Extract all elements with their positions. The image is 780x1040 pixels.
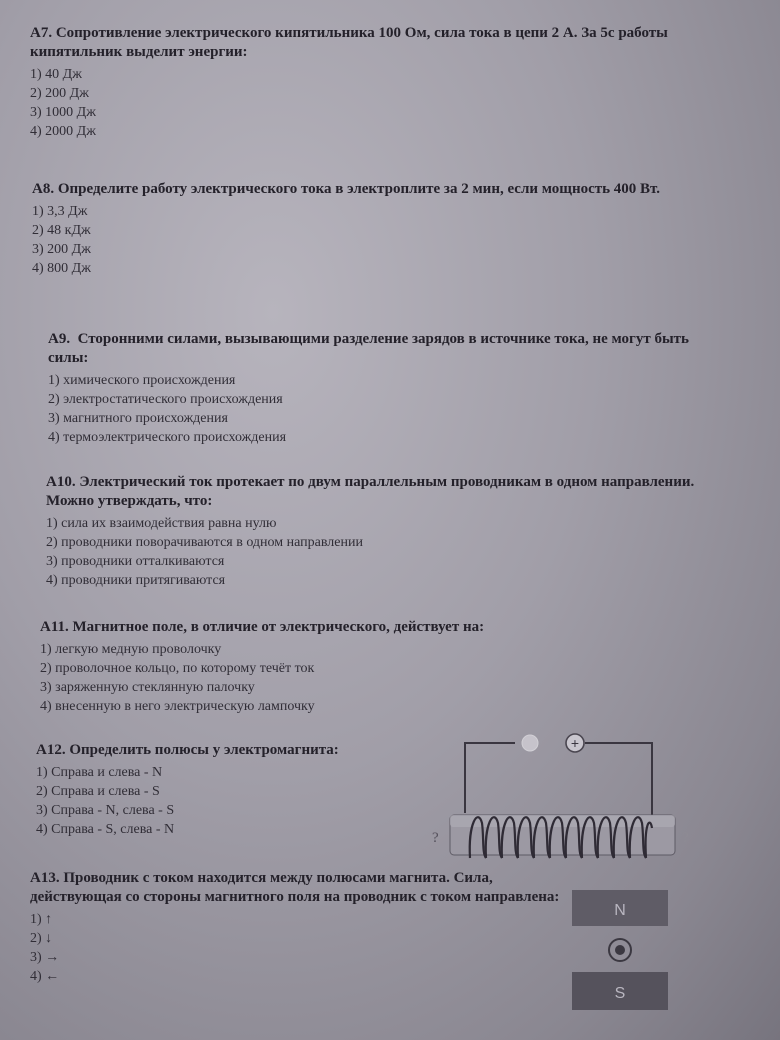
question-a7-title: А7. Сопротивление электрического кипятильника 100 Ом, сила тока в цепи 2 А. За 5с работы кипятильник выделит энергии: xyxy=(30,25,672,60)
question-a9-option-1: 1) химического происхождения xyxy=(48,373,236,388)
question-a10-title: А10. Электрический ток протекает по двум параллельным проводникам в одном направлении. Можно утверждать, что: xyxy=(46,474,698,509)
question-a12-option-1: 1) Справа и слева - N xyxy=(36,765,163,780)
left-wire xyxy=(465,743,515,813)
electromagnet-figure xyxy=(420,728,700,868)
right-pole-mark: ? xyxy=(682,830,689,846)
plus-sign: + xyxy=(570,735,580,751)
question-a9-option-3: 3) магнитного происхождения xyxy=(48,411,228,426)
question-a13-option-2: 2) ↓ xyxy=(30,931,53,946)
current-dot-icon xyxy=(615,945,625,955)
north-pole-label: N xyxy=(614,902,626,919)
question-a11 xyxy=(40,618,700,716)
question-a11-option-2: 2) проволочное кольцо, по которому течёт ток xyxy=(40,661,315,676)
question-a13-options xyxy=(30,910,570,986)
question-a7-option-1: 1) 40 Дж xyxy=(30,67,82,82)
question-a12-option-2: 2) Справа и слева - S xyxy=(36,784,160,799)
question-a8-option-3: 3) 200 Дж xyxy=(32,242,91,257)
question-a13-option-4: 4) ← xyxy=(30,969,60,984)
question-a7-option-2: 2) 200 Дж xyxy=(30,86,89,101)
question-a10-option-4: 4) проводники притягиваются xyxy=(46,573,226,588)
question-a7-option-3: 3) 1000 Дж xyxy=(30,105,96,120)
question-a13-option-3: 3) → xyxy=(30,950,60,965)
question-a7-option-4: 4) 2000 Дж xyxy=(30,124,96,139)
question-a10-option-2: 2) проводники поворачиваются в одном направлении xyxy=(46,535,363,550)
question-a8-option-1: 1) 3,3 Дж xyxy=(32,204,88,219)
question-a8-option-2: 2) 48 кДж xyxy=(32,223,91,238)
question-a7 xyxy=(30,24,730,141)
question-a11-option-4: 4) внесенную в него электрическую лампочку xyxy=(40,699,315,714)
question-a9-option-2: 2) электростатического происхождения xyxy=(48,392,283,407)
question-a12-option-3: 3) Справа - N, слева - S xyxy=(36,803,175,818)
question-a10 xyxy=(46,473,726,590)
question-a10-option-1: 1) сила их взаимодействия равна нулю xyxy=(46,516,277,531)
question-a12 xyxy=(36,741,436,839)
question-a8 xyxy=(32,180,732,278)
question-a11-title: А11. Магнитное поле, в отличие от электрического, действует на: xyxy=(40,619,485,635)
question-a9 xyxy=(48,330,728,447)
question-a12-title: А12. Определить полюсы у электромагнита: xyxy=(36,742,339,758)
question-a7-options xyxy=(30,65,730,141)
question-a9-title: А9. Сторонними силами, вызывающими разделение зарядов в источнике тока, не могут быть силы: xyxy=(48,331,693,366)
battery-minus-terminal xyxy=(522,735,538,751)
left-pole-mark: ? xyxy=(432,830,439,846)
question-a10-option-3: 3) проводники отталкиваются xyxy=(46,554,225,569)
question-a13-title: А13. Проводник с током находится между полюсами магнита. Сила, действующая со стороны магнитного поля на проводник с током направлена: xyxy=(30,870,560,905)
question-a9-option-4: 4) термоэлектрического происхождения xyxy=(48,430,287,445)
question-a8-options xyxy=(32,202,732,278)
question-a12-options xyxy=(36,763,436,839)
question-a8-title: А8. Определите работу электрического тока в электроплите за 2 мин, если мощность 400 Вт. xyxy=(32,181,661,197)
question-a10-options xyxy=(46,514,726,590)
magnet-figure xyxy=(570,888,680,1018)
question-a9-options xyxy=(48,371,728,447)
question-a11-option-3: 3) заряженную стеклянную палочку xyxy=(40,680,255,695)
south-pole-label: S xyxy=(614,985,626,1002)
question-a8-option-4: 4) 800 Дж xyxy=(32,261,91,276)
question-a13-option-1: 1) ↑ xyxy=(30,912,53,927)
question-a11-option-1: 1) легкую медную проволочку xyxy=(40,642,222,657)
question-a11-options xyxy=(40,640,700,716)
question-a12-option-4: 4) Справа - S, слева - N xyxy=(36,822,175,837)
question-a13 xyxy=(30,869,570,986)
